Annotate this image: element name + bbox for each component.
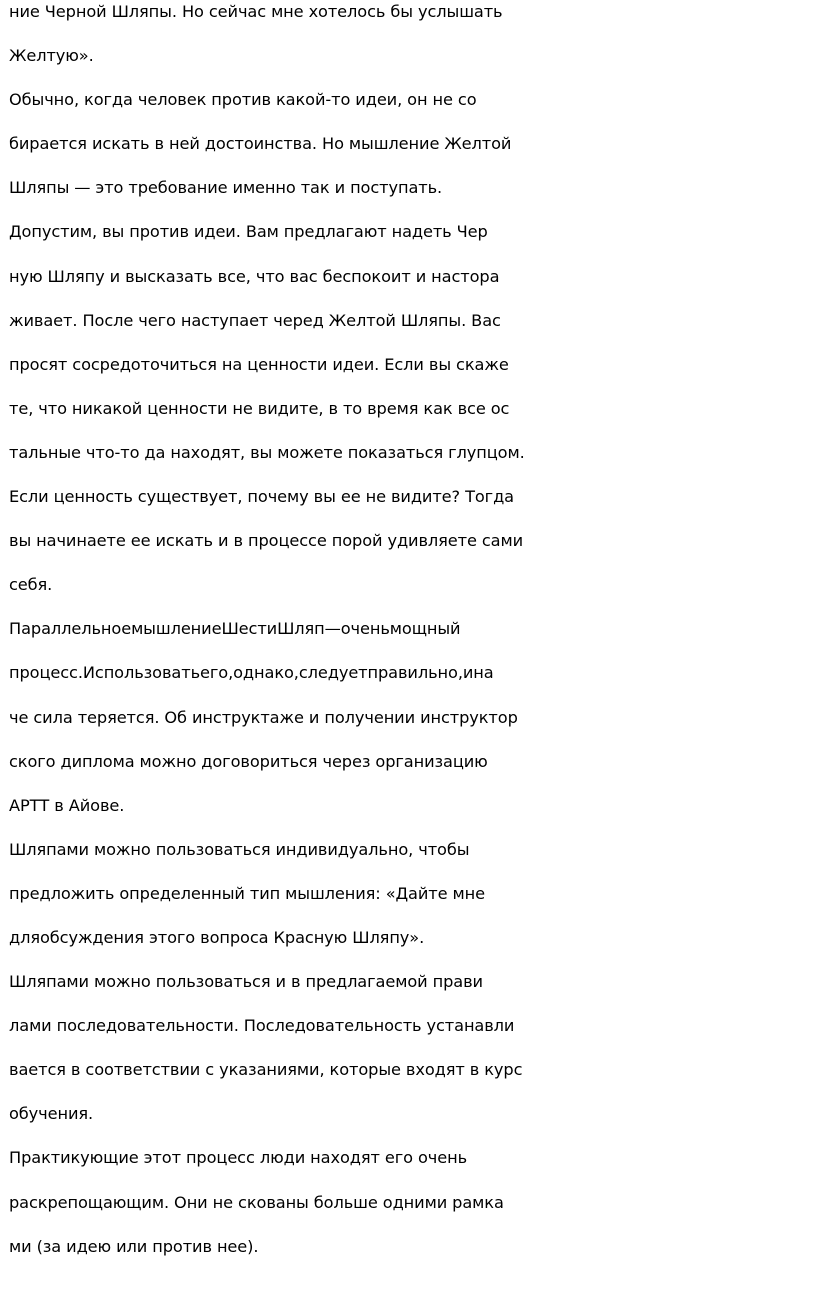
text-line: ние Черной Шляпы. Но сейчас мне хотелось бы услышать — [9, 2, 503, 21]
text-line: те, что никакой ценности не видите, в то время как все ос — [9, 398, 510, 418]
text-line: Шляпами можно пользоваться индивидуально, чтобы — [9, 839, 470, 859]
text-line: АРТТ в Айове. — [9, 795, 125, 815]
text-line: Шляпами можно пользоваться и в предлагаемой прави — [9, 972, 483, 992]
text-line: Практикующие этот процесс люди находят его очень — [9, 1148, 468, 1168]
text-line: ПараллельноемышлениеШестиШляп—оченьмощный — [9, 619, 461, 639]
text-line: ми (за идею или против нее). — [9, 1236, 259, 1256]
text-line: тальные что-то да находят, вы можете показаться глупцом. — [9, 442, 525, 462]
text-line: обучения. — [9, 1104, 94, 1124]
text-line: раскрепощающим. Они не скованы больше одними рамка — [9, 1192, 504, 1212]
text-body — [9, 0, 799, 1278]
text-line: себя. — [9, 575, 53, 595]
text-line: Шляпы — это требование именно так и поступать. — [9, 178, 443, 198]
text-line: Желтую». — [9, 46, 94, 66]
text-line: предложить определенный тип мышления: «Дайте мне — [9, 883, 485, 903]
text-line: бирается искать в ней достоинства. Но мышление Желтой — [9, 134, 512, 154]
text-line: Обычно, когда человек против какой-то идеи, он не со — [9, 90, 477, 110]
text-line: вается в соответствии с указаниями, которые входят в курс — [9, 1060, 523, 1080]
text-line: Допустим, вы против идеи. Вам предлагают надеть Чер — [9, 222, 488, 242]
text-line: Если ценность существует, почему вы ее не видите? Тогда — [9, 487, 514, 507]
text-line: ную Шляпу и высказать все, что вас беспокоит и настора — [9, 266, 500, 286]
text-line: че сила теряется. Об инструктаже и получении инструктор — [9, 707, 518, 727]
text-line: просят сосредоточиться на ценности идеи. Если вы скаже — [9, 354, 509, 374]
text-line: вы начинаете ее искать и в процессе порой удивляете сами — [9, 531, 524, 551]
text-line: живает. После чего наступает черед Желтой Шляпы. Вас — [9, 310, 501, 330]
text-line: процесс.Использоватьего,однако,следуетправильно,ина — [9, 663, 494, 683]
text-line: ского диплома можно договориться через организацию — [9, 751, 488, 771]
text-line: лами последовательности. Последовательность устанавли — [9, 1016, 515, 1036]
text-line: дляобсуждения этого вопроса Красную Шляпу». — [9, 927, 425, 947]
